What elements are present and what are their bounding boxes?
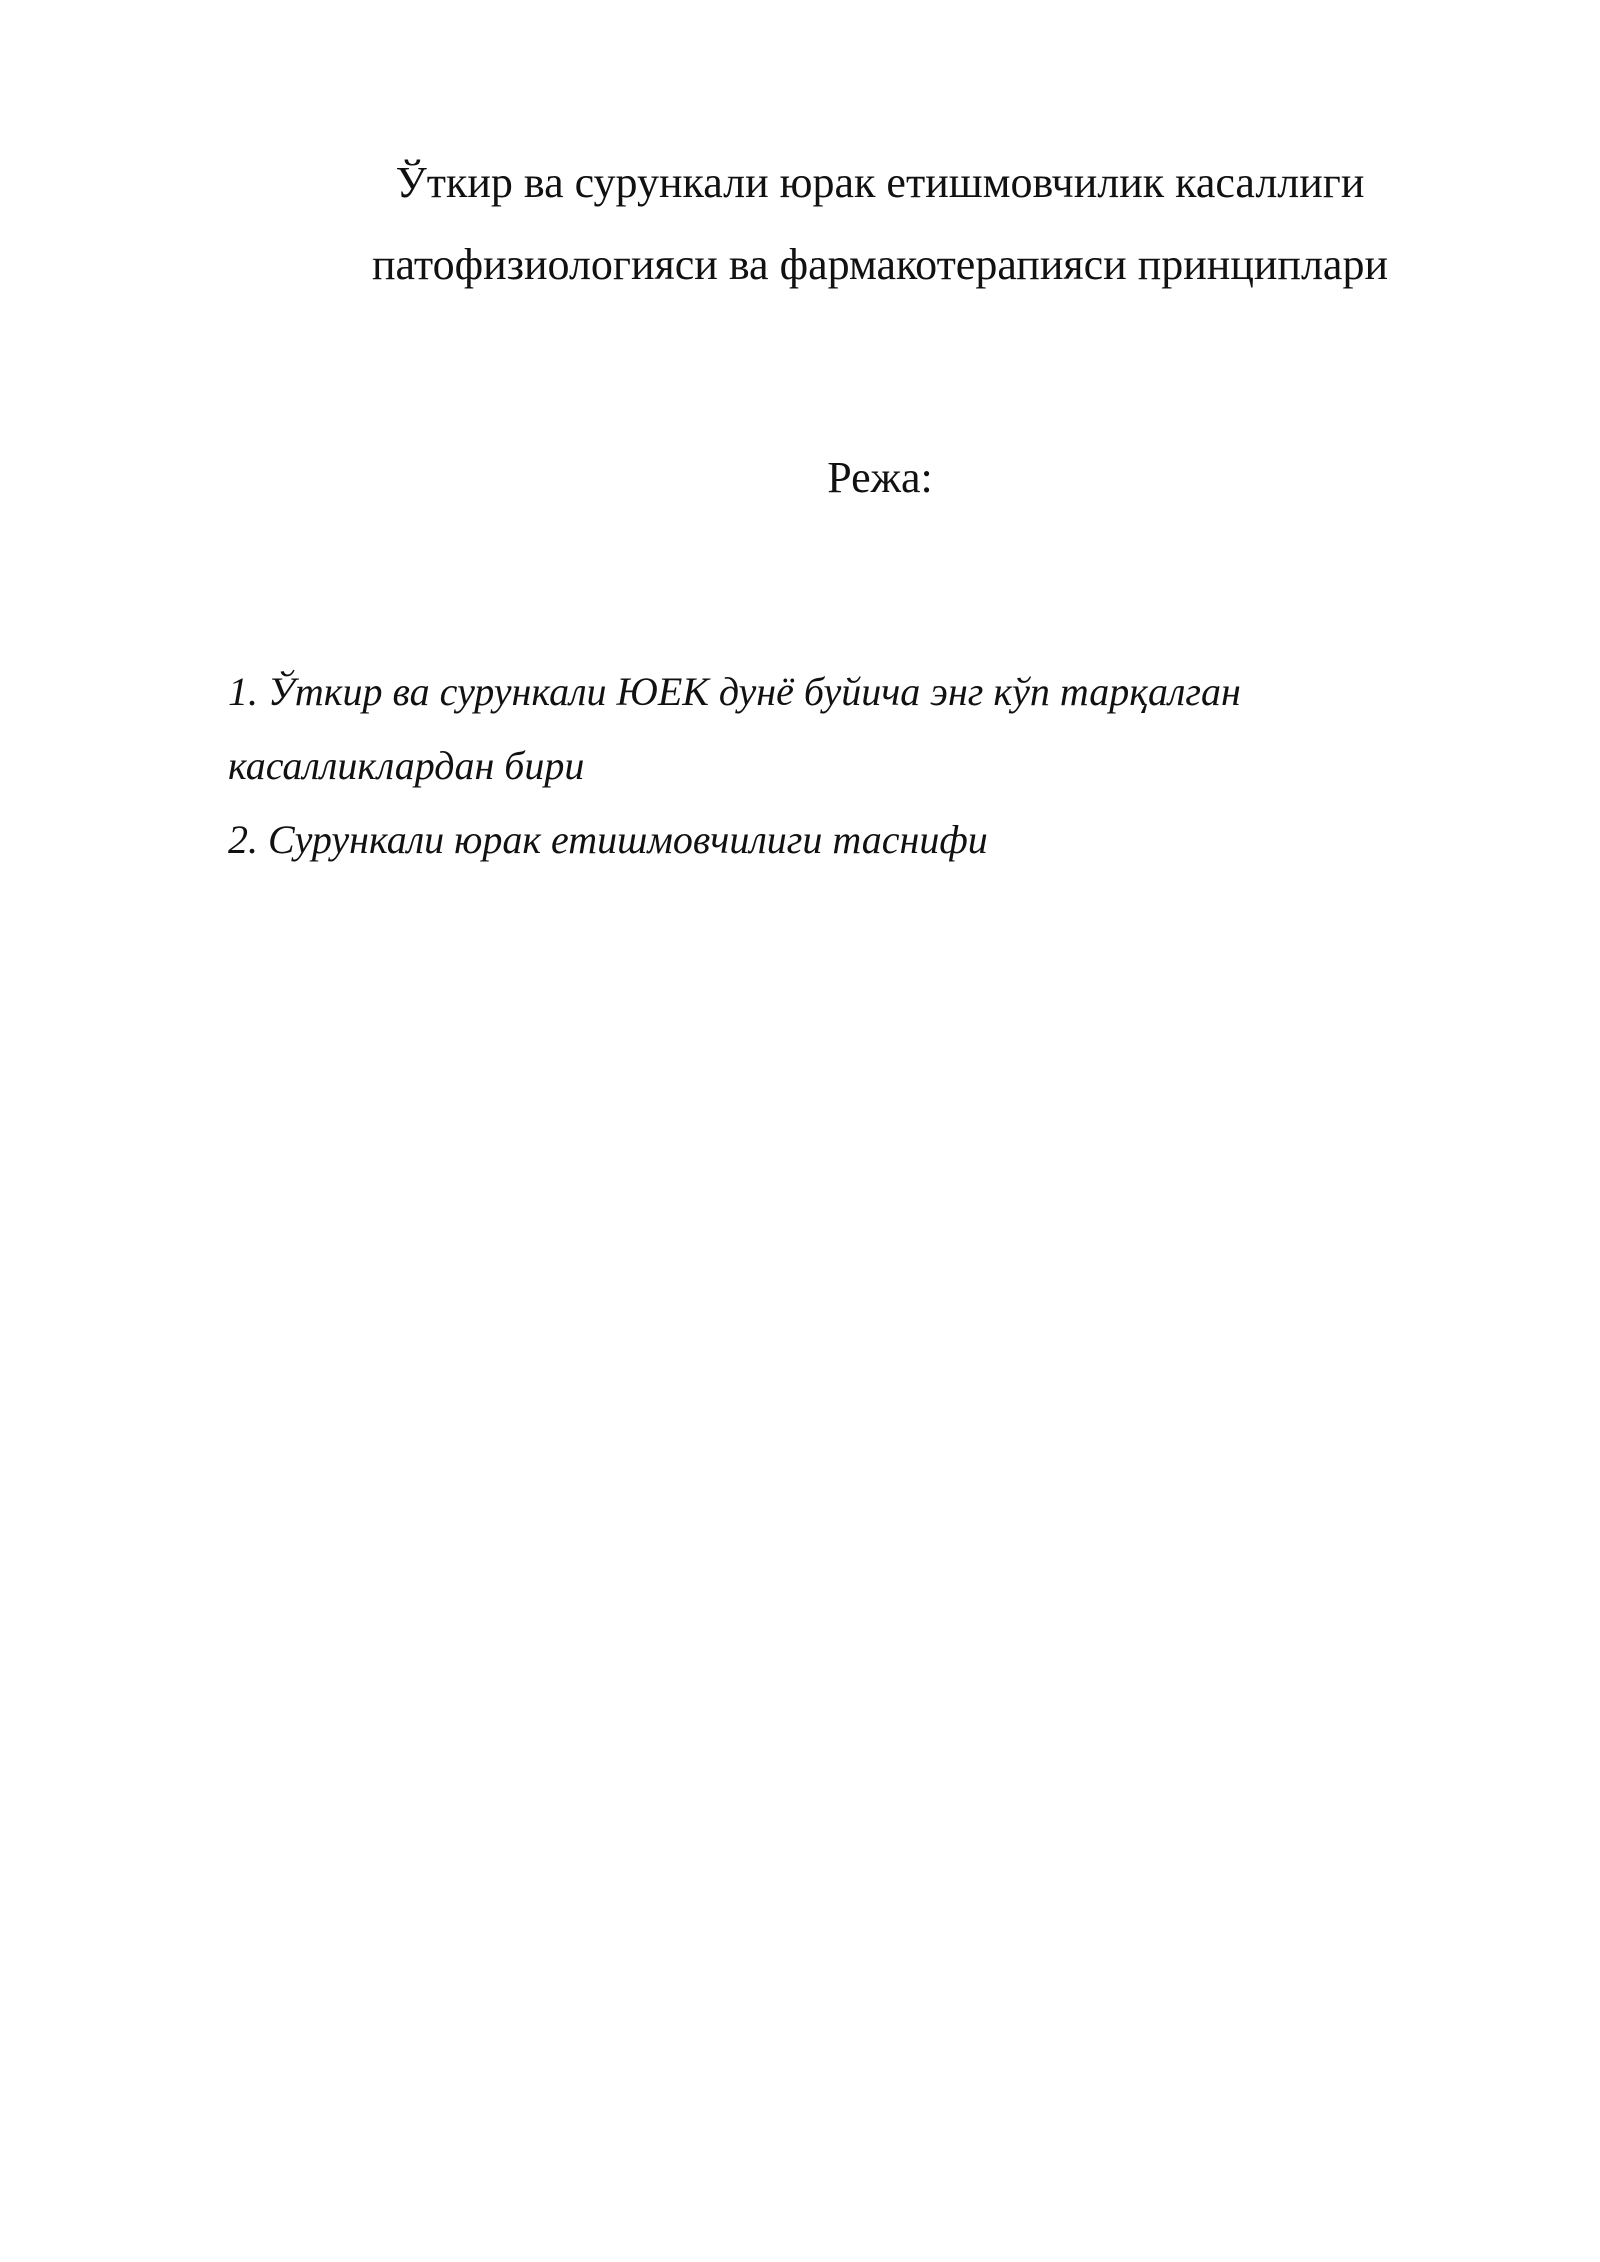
plan-item-number: 2. xyxy=(228,817,258,862)
title-line-2: патофизиологияси ва фармакотерапияси принциплари xyxy=(371,240,1389,289)
plan-item-1 xyxy=(228,655,1428,803)
title-line-1: Ўткир ва сурункали юрак етишмовчилик касаллиги xyxy=(395,158,1365,207)
document-title xyxy=(230,142,1530,306)
plan-item-continuation: касалликлардан бири xyxy=(228,743,585,788)
plan-item-2 xyxy=(228,803,1428,877)
plan-item-text: Ўткир ва сурункали ЮЕК дунё буйича энг кўп тарқалган xyxy=(268,669,1241,714)
plan-heading: Режа: xyxy=(827,453,933,502)
plan-item-number: 1. xyxy=(228,669,258,714)
plan-item-text: Сурункали юрак етишмовчилиги таснифи xyxy=(268,817,988,862)
plan-list xyxy=(228,655,1428,877)
